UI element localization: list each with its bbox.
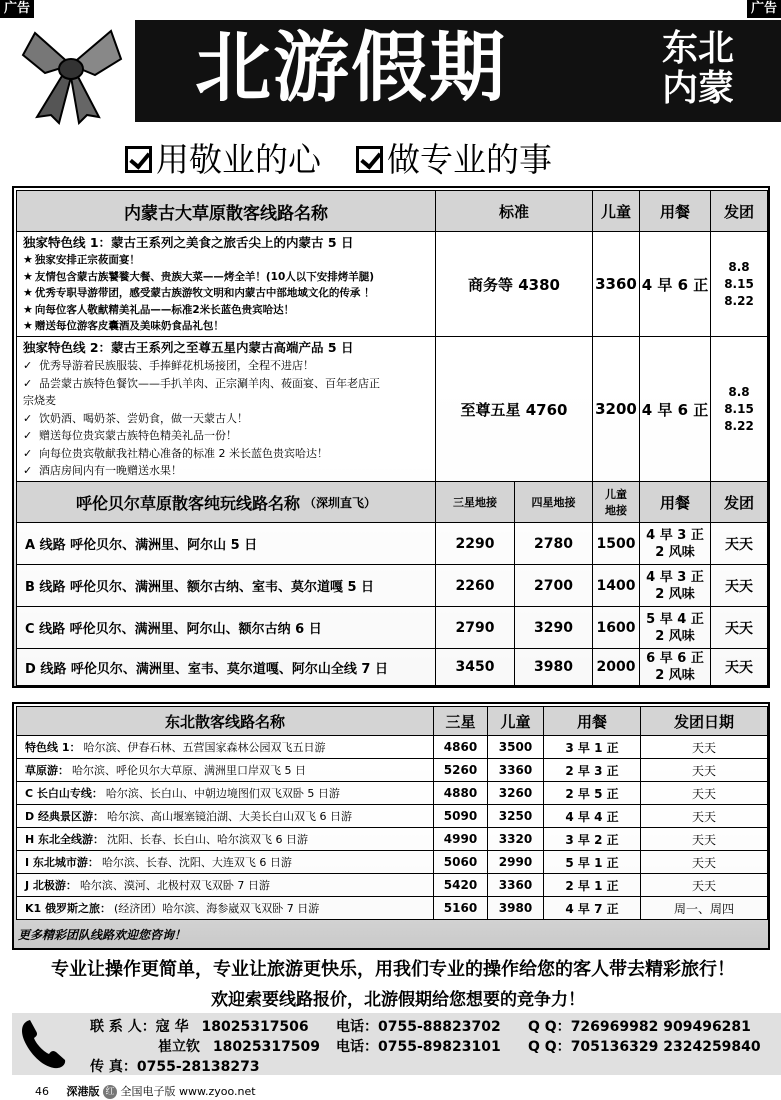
route-departure: 天天 [640,804,768,828]
meal-line: 2 风味 [655,586,695,602]
route-price: 4990 [433,827,488,851]
contact-fax [90,1057,260,1077]
hl-route-c-departure: 天天 [710,606,768,649]
route-child: 3500 [487,735,544,759]
im-route-1-desc [16,231,436,337]
highlight: 向每位贵宾敬献我社精心准备的标准 2 米长蓝色贵宾哈达！ [39,446,328,460]
bow-icon [15,25,127,125]
route-desc: 哈尔滨、呼伦贝尔大草原、满洲里口岸双飞 5 日 [72,764,306,777]
im-route-2-meals: 4 早 6 正 [639,336,711,482]
highlight: 赠送每位游客皮囊酒及美味奶食品礼包！ [34,320,224,332]
departure-date: 8.22 [724,418,754,433]
hong-badge: 红 [103,1085,117,1099]
im-header-meals: 用餐 [639,190,711,232]
check-icon: ✓ [23,429,33,442]
region-1: 东北 [662,27,735,69]
route-desc: 哈尔滨、漠河、北极村双飞双卧 7 日游 [79,879,270,892]
hl-header-name [16,481,436,523]
meal-line: 4 早 3 正 [646,527,704,543]
route-meals: 3 早 1 正 [543,735,641,759]
contact-name: 崔立钦 [158,1039,200,1055]
qq-label: Q Q： [528,1039,571,1055]
check-icon: ✓ [23,411,33,425]
im-route-2-child: 3200 [592,336,640,482]
route-price: 5060 [433,850,488,874]
check-icon: ✓ [23,464,33,477]
phone-label: 电话： [336,1019,378,1035]
region-labels [662,28,772,110]
highlight: 品尝蒙古族特色餐饮——手扒羊肉、正宗涮羊肉、莜面宴、百年老店正 [39,376,380,390]
contact-name: 寇 华 [155,1019,189,1035]
contact-qq: 726969982 909496281 [570,1019,751,1035]
im-header-standard: 标准 [435,190,593,232]
hl-header-child: 儿童地接 [592,481,640,523]
slogan-part1: 用敬业的心 [156,140,321,179]
route-price: 5090 [433,804,488,828]
hl-route-c-three-star: 2790 [435,606,515,649]
route-label: K1 俄罗斯之旅： [25,902,112,915]
table-row [16,850,434,874]
route-meals: 3 早 2 正 [543,827,641,851]
hl-route-a-four-star: 2780 [514,522,593,565]
hl-header-three-star: 三星地接 [435,481,515,523]
highlight: 友情包含蒙古族饕餮大餐、贵族大菜——烤全羊！(10人以下安排烤羊腿) [34,270,375,283]
im-route-2-desc [16,336,436,482]
meal-line: 2 风味 [655,668,695,683]
region-2: 内蒙 [662,67,735,109]
hl-route-b-child: 1400 [592,564,640,607]
ad-label-left: 广告 [0,0,34,18]
meal-line: 2 风味 [655,544,695,560]
route-desc: 哈尔滨、长白山、中朝边境图们双飞双卧 5 日游 [105,787,340,800]
route-child: 3980 [487,896,544,920]
route-child: 3250 [487,804,544,828]
route-label: 草原游： [25,764,69,777]
hl-route-c-name: C 线路 呼伦贝尔、满洲里、阿尔山、额尔古纳 6 日 [16,606,436,649]
route-price: 5160 [433,896,488,920]
fax-label: 传 真： [90,1059,137,1075]
check-icon: ✓ [23,446,33,460]
hl-route-b-departure: 天天 [710,564,768,607]
im-route-1-title: 独家特色线 1：蒙古王系列之美食之旅舌尖上的内蒙古 5 日 [23,235,354,250]
highlight: 酒店房间内有一晚赠送水果！ [39,464,182,477]
im-route-1-meals: 4 早 6 正 [639,231,711,337]
im-header-name: 内蒙古大草原散客线路名称 [16,190,436,232]
meal-line: 5 早 4 正 [646,611,704,627]
hl-route-d-departure: 天天 [710,648,768,686]
hl-route-c-meals [639,606,711,649]
star-icon: ★ [23,253,33,266]
im-header-child: 儿童 [592,190,640,232]
brand-title: 北游假期 [195,23,507,112]
im-route-2-departure [710,336,768,482]
phone-label: 电话： [336,1039,378,1055]
route-price: 5420 [433,873,488,897]
route-meals: 5 早 1 正 [543,850,641,874]
route-departure: 天天 [640,873,768,897]
contact-mobile: 18025317506 [201,1019,309,1035]
route-departure: 天天 [640,758,768,782]
contact-phone: 0755-89823101 [378,1039,501,1055]
im-route-2-title: 独家特色线 2：蒙古王系列之至尊五星内蒙古高端产品 5 日 [23,340,354,355]
route-departure: 天天 [640,827,768,851]
phone-icon [18,1016,68,1071]
hl-route-a-child: 1500 [592,522,640,565]
hl-route-a-three-star: 2290 [435,522,515,565]
route-departure: 周一、周四 [640,896,768,920]
ad-label-right: 广告 [747,0,781,18]
route-label: I 东北城市游： [25,856,99,869]
hl-route-d-three-star: 3450 [435,648,515,686]
hl-route-d-four-star: 3980 [514,648,593,686]
route-desc: 哈尔滨、长春、沈阳、大连双飞 6 日游 [101,856,292,869]
route-desc: 哈尔滨、伊春石林、五营国家森林公园双飞五日游 [83,741,326,754]
ne-header-three-star: 三星 [433,706,488,736]
meal-line: 4 早 3 正 [646,569,704,585]
hl-route-a-meals [639,522,711,565]
route-child: 3320 [487,827,544,851]
site-link[interactable]: 全国电子版 www.zyoo.net [120,1085,256,1098]
meal-line: 6 早 6 正 [646,651,704,666]
route-meals: 4 早 4 正 [543,804,641,828]
table-row [16,735,434,759]
departure-date: 8.8 [728,384,750,399]
route-departure: 天天 [640,735,768,759]
ne-header-departure: 发团日期 [640,706,768,736]
hl-route-b-meals [639,564,711,607]
edition: 深港版 [66,1085,100,1098]
contact-qq: 705136329 2324259840 [570,1039,761,1055]
contact-qq-2 [528,1037,761,1057]
route-label: C 长白山专线： [25,787,103,800]
contact-phone: 0755-88823702 [378,1019,501,1035]
checkbox-icon [125,146,152,173]
page-number: 46 [35,1085,49,1098]
departure-date: 8.22 [724,293,754,308]
im-route-2-standard: 至尊五星 4760 [435,336,593,482]
route-label: D 经典景区游： [25,810,104,823]
highlight: 赠送每位贵宾蒙古族特色精美礼品一份！ [39,429,237,442]
slogan-part2: 做专业的事 [387,140,552,179]
im-route-1-child: 3360 [592,231,640,337]
check-icon: ✓ [23,376,33,390]
im-route-1-standard: 商务等 4380 [435,231,593,337]
ne-header-meals: 用餐 [543,706,641,736]
contact-phone-2 [336,1037,501,1057]
departure-date: 8.15 [724,401,754,416]
route-price: 5260 [433,758,488,782]
contact-line-2 [158,1037,320,1057]
ne-header-child: 儿童 [487,706,544,736]
page-footer [35,1083,256,1099]
route-price: 4880 [433,781,488,805]
route-child: 3360 [487,873,544,897]
table-row [16,781,434,805]
route-label: H 东北全线游： [25,833,105,846]
check-icon: ✓ [23,359,33,372]
im-header-departure: 发团 [710,190,768,232]
hl-route-d-child: 2000 [592,648,640,686]
hl-header-four-star: 四星地接 [514,481,593,523]
route-child: 2990 [487,850,544,874]
hl-route-b-name: B 线路 呼伦贝尔、满洲里、额尔古纳、室韦、莫尔道嘎 5 日 [16,564,436,607]
meal-line: 2 风味 [655,628,695,644]
contact-qq-1 [528,1017,751,1037]
qq-label: Q Q： [528,1019,571,1035]
hl-route-d-meals [639,648,711,686]
route-desc: 哈尔滨、高山堰塞镜泊湖、大美长白山双飞 6 日游 [106,810,352,823]
departure-date: 8.8 [728,259,750,274]
highlight: 优秀专职导游带团，感受蒙古族游牧文明和内蒙古中部地域文化的传承 ！ [34,287,375,299]
hl-header-note: （深圳直飞） [304,495,377,510]
route-departure: 天天 [640,850,768,874]
route-departure: 天天 [640,781,768,805]
hl-header-title: 呼伦贝尔草原散客纯玩线路名称 [75,493,300,513]
hl-route-b-three-star: 2260 [435,564,515,607]
route-child: 3360 [487,758,544,782]
promo-line-2: 欢迎索要线路报价，北游假期给您想要的竞争力！ [172,987,624,1013]
table-row [16,804,434,828]
promo-line-1: 专业让操作更简单，专业让旅游更快乐，用我们专业的操作给您的客人带去精彩旅行！ [8,957,778,983]
im-route-1-departure [710,231,768,337]
hl-route-a-departure: 天天 [710,522,768,565]
mongolia-hulunbuir-panel [12,186,770,688]
route-meals: 2 早 1 正 [543,873,641,897]
hl-header-meals: 用餐 [639,481,711,523]
route-meals: 2 早 5 正 [543,781,641,805]
more-routes-note: 更多精彩团队线路欢迎您咨询！ [18,928,187,942]
contact-label: 联 系 人： [90,1019,156,1035]
departure-date: 8.15 [724,276,754,291]
route-label: J 北极游： [25,879,77,892]
table-row [16,896,434,920]
contact-mobile: 18025317509 [212,1039,321,1055]
hl-route-d-name: D 线路 呼伦贝尔、满洲里、室韦、莫尔道嘎、阿尔山全线 7 日 [16,648,436,686]
highlight: 优秀导游着民族服装、手捧鲜花机场接团，全程不进店！ [39,359,314,372]
table-row [16,827,434,851]
table-row [16,873,434,897]
star-icon: ★ [23,302,33,316]
checkbox-icon [356,146,383,173]
table-row [16,758,434,782]
star-icon: ★ [23,286,33,299]
highlight: 饮奶酒、喝奶茶、尝奶食，做一天蒙古人！ [39,411,248,425]
hl-route-c-four-star: 3290 [514,606,593,649]
slogan [125,138,685,182]
hl-route-c-child: 1600 [592,606,640,649]
northeast-panel [12,702,770,950]
star-icon: ★ [23,269,33,283]
route-meals: 2 早 3 正 [543,758,641,782]
hl-header-departure: 发团 [710,481,768,523]
route-child: 3260 [487,781,544,805]
highlight: 宗烧麦 [23,394,56,407]
hl-route-b-four-star: 2700 [514,564,593,607]
ne-header-name: 东北散客线路名称 [16,706,434,736]
hl-route-a-name: A 线路 呼伦贝尔、满洲里、阿尔山 5 日 [16,522,436,565]
contact-phone-1 [336,1017,501,1037]
highlight: 独家安排正宗莜面宴！ [34,254,140,266]
route-meals: 4 早 7 正 [543,896,641,920]
star-icon: ★ [23,319,33,332]
contact-line-1 [90,1017,309,1037]
route-desc: (经济团）哈尔滨、海参崴双飞双卧 7 日游 [114,902,320,915]
route-price: 4860 [433,735,488,759]
highlight: 向每位客人敬献精美礼品——标准2米长蓝色贵宾哈达！ [34,303,295,316]
route-desc: 沈阳、长春、长白山、哈尔滨双飞 6 日游 [107,833,309,846]
route-label: 特色线 1： [25,741,81,754]
fax-number: 0755-28138273 [136,1059,260,1075]
